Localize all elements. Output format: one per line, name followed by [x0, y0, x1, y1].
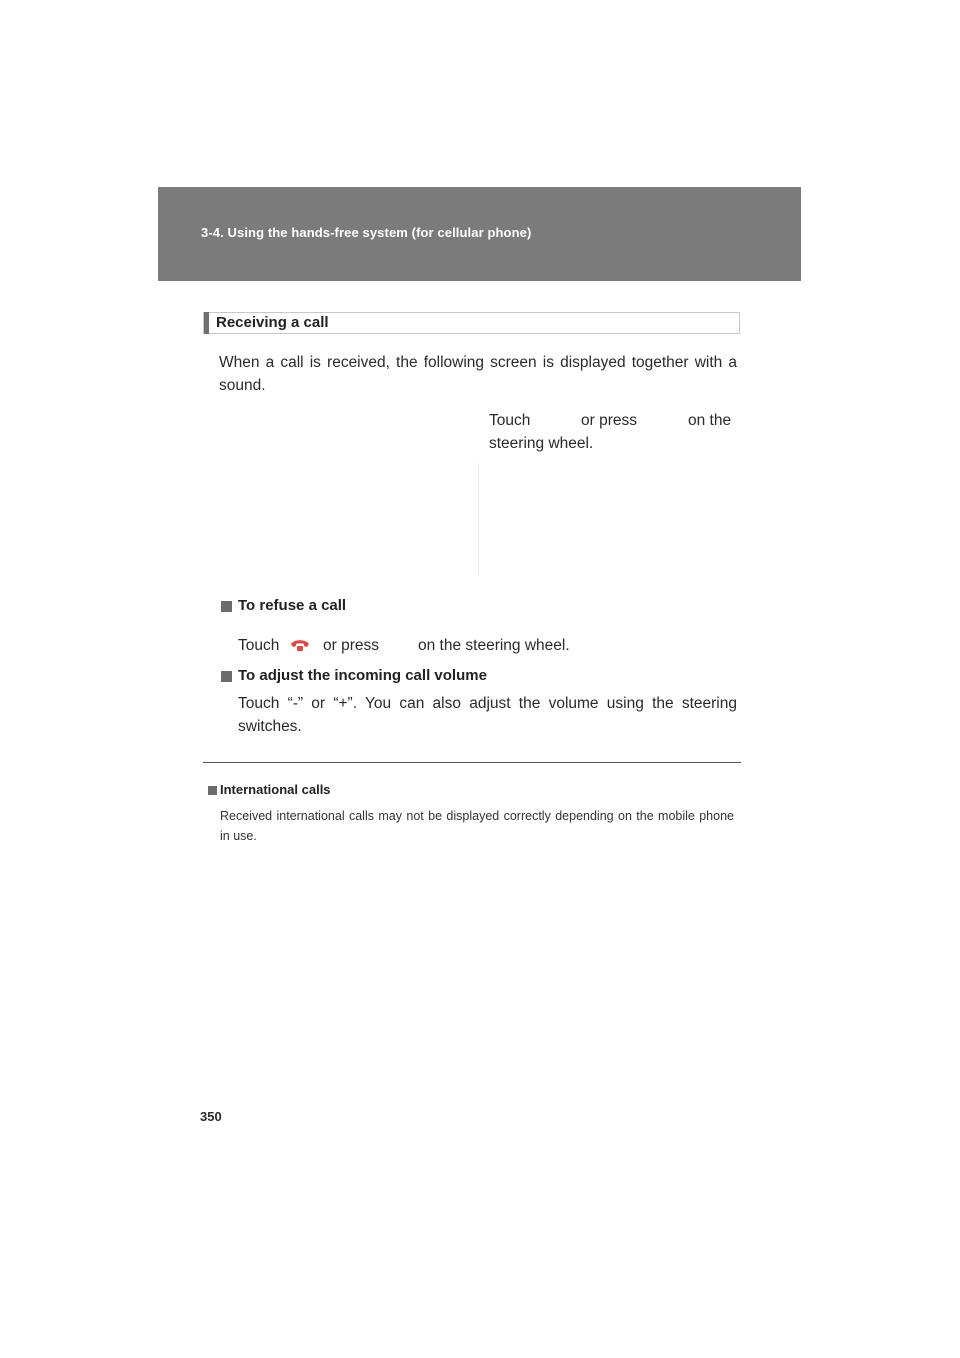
volume-text: Touch “-” or “+”. You can also adjust the volume using the steering switches.: [238, 695, 737, 735]
volume-heading: To adjust the incoming call volume: [238, 667, 487, 684]
volume-bullet-square: [221, 671, 232, 682]
refuse-bullet-square: [221, 601, 232, 612]
refuse-or-press-text: or press: [323, 637, 379, 654]
note-heading: International calls: [220, 782, 331, 797]
answer-instruction-line: [489, 409, 737, 432]
screen-image-divider: [478, 462, 479, 577]
end-call-phone-icon: [290, 638, 310, 652]
section-title: Receiving a call: [216, 314, 329, 331]
notes-divider: [203, 762, 741, 763]
answer-touch-text: Touch: [489, 412, 531, 429]
page-number: 350: [200, 1109, 222, 1124]
answer-instruction-line2: steering wheel.: [489, 435, 594, 452]
chapter-title: 3-4. Using the hands-free system (for cellular phone): [201, 225, 532, 240]
refuse-touch-text: Touch: [238, 637, 280, 654]
note-text: Received international calls may not be displayed correctly depending on the mobile phone in use.: [220, 809, 734, 843]
answer-or-press-text: or press: [581, 412, 637, 429]
note-bullet-square: [208, 786, 217, 795]
chapter-header-band: [158, 187, 801, 281]
refuse-heading: To refuse a call: [238, 597, 347, 614]
intro-paragraph: When a call is received, the following screen is displayed together with a sound.: [219, 354, 737, 394]
answer-on-the-text: on the: [688, 412, 732, 429]
section-heading: [203, 312, 740, 334]
section-heading-bar: [204, 312, 209, 334]
refuse-steering-text: on the steering wheel.: [418, 637, 570, 654]
